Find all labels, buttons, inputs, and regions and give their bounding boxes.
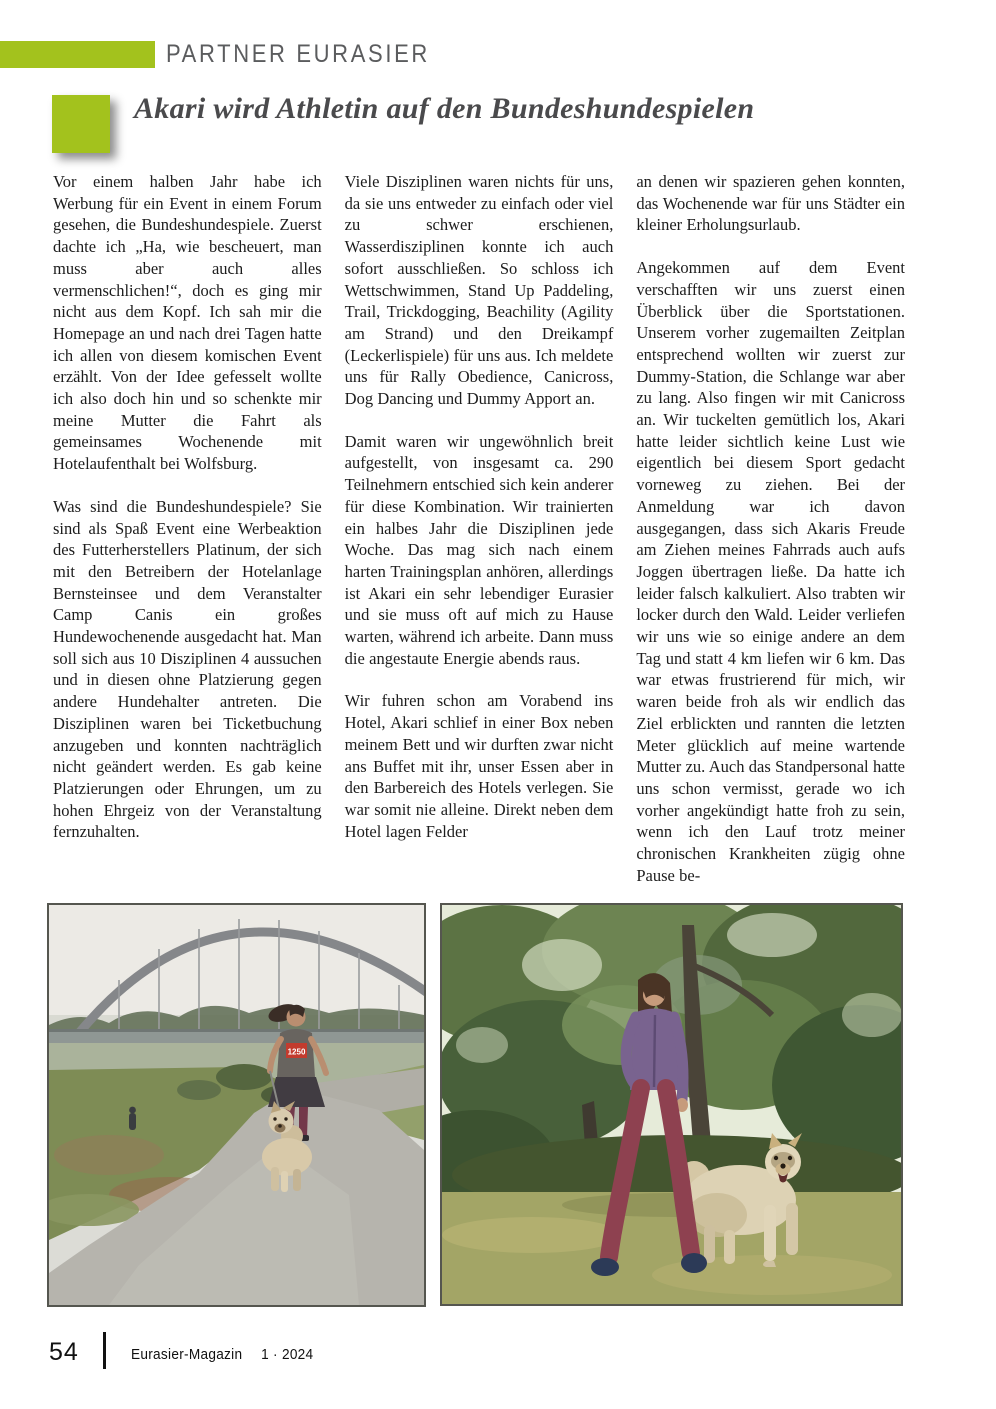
article-body [53, 171, 905, 908]
photo-handler-with-dog [440, 903, 903, 1306]
page-number: 54 [49, 1338, 79, 1366]
article-paragraph: Was sind die Bundeshundespiele? Sie sind als Spaß Event eine Werbeaktion des Futterherstellers Platinum, der sich mit den Betreibern der Hotelanlage Bernsteinsee und dem Veranstalter Camp Canis ein großes Hundewochenende ausgedacht hat. Man soll sich aus 10 Disziplinen 4 aussuchen und in diesen ohne Platzierung gegen andere Hundehalter antreten. Die Disziplinen waren bei Ticketbuchung anzugeben und konnten nachträglich nicht geändert werden. Es gab keine Platzierungen oder Ehrungen, um zu hohen Ehrgeiz von der Veranstaltung fernzuhalten. [53, 496, 322, 842]
race-bib-number: 1250 [287, 1047, 306, 1057]
article-paragraph: Wir fuhren schon am Vorabend ins Hotel, Akari schlief in einer Box neben meinem Bett und wir durften zwar nicht ans Buffet mit ihr, unser Essen aber in den Barbereich des Hotels verlegen. Sie war somit nie alleine. Direkt neben dem Hotel lagen Felder [344, 691, 614, 841]
article-paragraph: Vor einem halben Jahr habe ich Werbung für ein Event in einem Forum gesehen, die Bundeshundespiele. Zuerst dachte ich „Ha, wie bescheuert, man muss aber auch alles vermenschlichen!“, doch es ging mir nicht aus dem Kopf. Ich sah mir die Homepage an und nach drei Tagen hatte ich allen von diesem komischen Event erzählt. Von der Idee gefesselt wollte ich also doch hin und so schenkte mir meine Mutter die Fahrt als gemeinsames Wochenende mit Hotelaufenthalt bei Wolfsburg. [53, 172, 322, 474]
photo-canicross-run [47, 903, 426, 1307]
article-paragraph: Viele Disziplinen waren nichts für uns, da sie uns entweder zu einfach oder viel zu schwer erschienen, Wasserdisziplinen konnte ich auch sofort ausschließen. So schloss ich Wettschwimmen, Stand Up Paddeling, Trail, Trickdogging, Beachility (Agility am Strand) und den Dreikampf (Leckerlispiele) für uns aus. Ich meldete uns für Rally Obedience, Canicross, Dog Dancing und Dummy Apport an. [344, 172, 614, 409]
article-column-1 [53, 171, 322, 908]
article-column-2 [345, 171, 614, 908]
footer-meta [131, 1347, 313, 1363]
bush [177, 1080, 221, 1100]
article-paragraph: Damit waren wir ungewöhnlich breit aufgestellt, von insgesamt ca. 290 Teilnehmern entschied sich kein anderer für diese Kombination. Wir trainierten ein halbes Jahr die Disziplinen jede Woche. Das mag sich nach einem harten Trainingsplan anhören, allerdings ist Akari ein sehr lebendiger Eurasier und sie muss oft auf mich zu Hause warten, während ich arbeite. Dann muss die angestaute Energie abends raus. [344, 431, 614, 668]
bush [216, 1064, 272, 1090]
magazine-name: Eurasier-Magazin [131, 1347, 243, 1363]
title-accent-square [52, 95, 110, 153]
issue-number: 1 · 2024 [261, 1347, 314, 1363]
article-paragraph: Angekommen auf dem Event verschafften wir uns zuerst einen Überblick über die Sportstationen. Unserem vorher zugemailten Zeitplan entsprechend wollten wir zuerst zur Dummy-Station, die Schlange war aber zu lang. Also fingen wir mit Canicross an. Wir tuckelten gemütlich los, Akari hatte leider sichtlich keine Lust wie eigentlich bei diesem Sport gedacht vorneweg zu ziehen. Bei der Anmeldung war ich davon ausgegangen, dass sich Akaris Freude am Ziehen meines Fahrrads auch aufs Joggen übertragen ließe. Da hatte ich leider falsch kalkuliert. Also trabten wir locker durch den Wald. Leider verliefen wir uns wie so einige andere an dem Tag und statt 4 km liefen wir 6 km. Das war etwas frustrierend für mich, wir waren beide froh als wir endlich das Ziel erblickten und rannten die letzten Meter glücklich auf meine wartende Mutter zu. Auch das Standpersonal hatte uns schon vermisst, gerade wo ich vorher angekündigt hatte froh zu sein, wenn ich den Lauf trotz meiner chronischen Krankheiten zügig ohne Pause be- [636, 258, 906, 885]
photo-handler-illustration [442, 905, 901, 1304]
distant-walker [129, 1107, 136, 1130]
article-title: Akari wird Athletin auf den Bundeshundespielen [134, 92, 755, 125]
kicker-accent-bar [0, 41, 155, 68]
kicker-label: PARTNER EURASIER [166, 40, 430, 68]
article-column-3 [636, 171, 905, 908]
article-paragraph: an denen wir spazieren gehen konnten, das Wochenende war für uns Städter ein kleiner Erholungsurlaub. [636, 172, 906, 235]
footer-divider [103, 1332, 106, 1369]
photo-canicross-illustration [49, 905, 424, 1305]
